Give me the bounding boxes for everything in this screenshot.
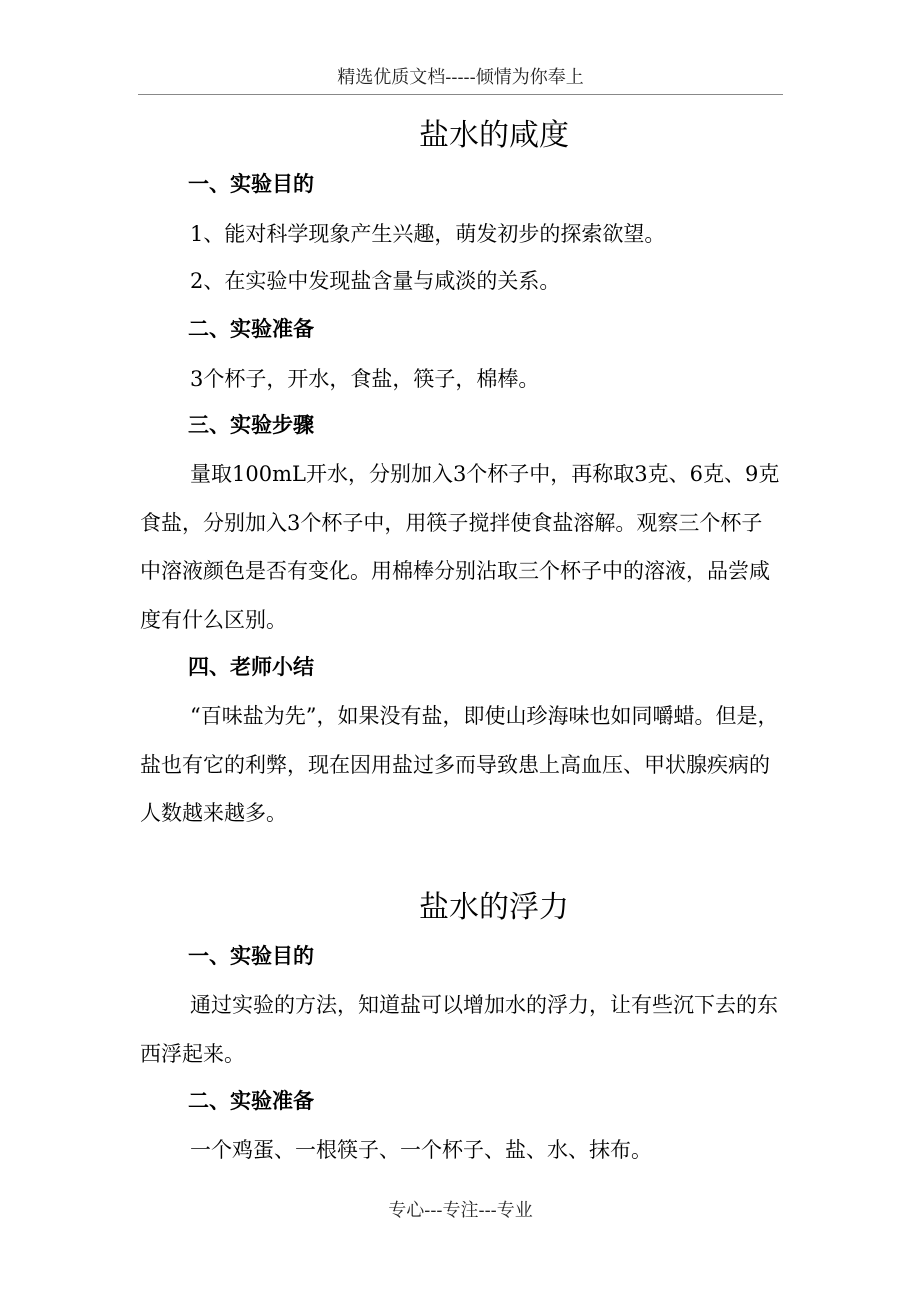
section2-prep-heading: 二、实验准备 — [188, 1089, 314, 1113]
section2-purpose-text: 通过实验的方法，知道盐可以增加水的浮力，让有些沉下去的东西浮起来。 — [140, 993, 778, 1066]
section2-purpose-heading: 一、实验目的 — [188, 944, 314, 968]
section2-prep-text: 一个鸡蛋、一根筷子、一个杯子、盐、水、抹布。 — [190, 1138, 652, 1162]
section2-title: 盐水的浮力 — [419, 890, 569, 925]
section1-steps-text: 量取100mL开水，分别加入3个杯子中，再称取3克、6克、9克食盐，分别加入3个杯子中，用筷子搅拌使食盐溶解。观察三个杯子中溶液颜色是否有变化。用棉棒分别沾取三个杯子中的溶液，品尝咸度有什么区别。 — [140, 462, 780, 632]
section1-summary-heading: 四、老师小结 — [188, 655, 314, 679]
section1-title: 盐水的咸度 — [419, 118, 569, 153]
section1-purpose-item-2: 2、在实验中发现盐含量与咸淡的关系。 — [190, 269, 561, 293]
section1-summary-text: “百味盐为先”，如果没有盐，即使山珍海味也如同嚼蜡。但是，盐也有它的利弊，现在因用盐过多而导致患上高血压、甲状腺疾病的人数越来越多。 — [140, 704, 779, 825]
page-header: 精选优质文档-----倾情为你奉上 — [337, 67, 584, 88]
page-footer: 专心---专注---专业 — [388, 1200, 533, 1221]
section1-prep-heading: 二、实验准备 — [188, 317, 314, 341]
section1-purpose-heading: 一、实验目的 — [188, 172, 314, 196]
section1-purpose-item-1: 1、能对科学现象产生兴趣，萌发初步的探索欲望。 — [190, 222, 666, 246]
section1-prep-text: 3个杯子，开水，食盐，筷子，棉棒。 — [190, 367, 540, 391]
section1-steps-heading: 三、实验步骤 — [188, 413, 314, 437]
header-divider — [138, 94, 783, 95]
